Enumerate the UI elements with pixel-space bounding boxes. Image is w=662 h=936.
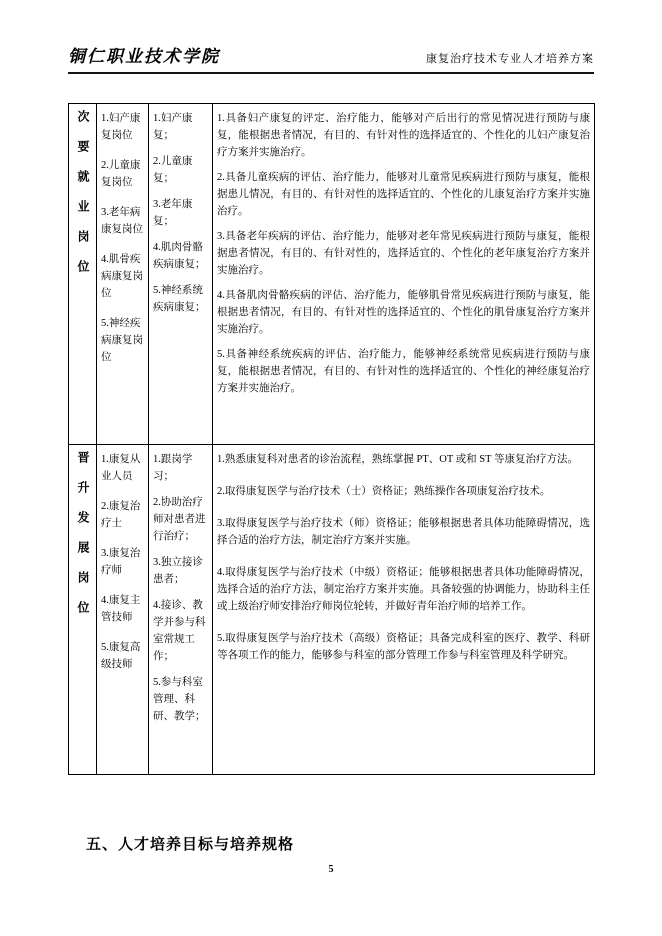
position-item: 5.神经疾病康复岗位 bbox=[101, 318, 143, 363]
table-row-promotion-positions bbox=[69, 445, 595, 775]
scope-item: 5.参与科室管理、科研、教学； bbox=[153, 677, 206, 722]
scope-item: 1.妇产康复； bbox=[153, 113, 193, 141]
scope-item: 3.老年康复； bbox=[153, 199, 193, 227]
scope-item: 1.跟岗学习； bbox=[153, 454, 193, 482]
position-item: 2.儿童康复岗位 bbox=[101, 160, 141, 188]
requirement-paragraph: 4.取得康复医学与治疗技术（中级）资格证；能够根据患者具体功能障碍情况，选择合适的治疗方法，制定治疗方案并实施。具备较强的协调能力，协助科主任或上级治疗师安排治疗师岗位轮转，并做好青年治疗师的培养工作。 bbox=[217, 567, 590, 612]
category-label: 次要就业岗位 bbox=[76, 110, 90, 290]
requirement-paragraph: 2.取得康复医学与治疗技术（士）资格证；熟练操作各项康复治疗技术。 bbox=[217, 486, 551, 497]
table-row-secondary-positions bbox=[69, 104, 595, 445]
category-label: 晋升发展岗位 bbox=[76, 451, 90, 631]
page-header bbox=[68, 42, 594, 74]
category-cell bbox=[69, 445, 97, 775]
requirement-paragraph: 5.取得康复医学与治疗技术（高级）资格证；具备完成科室的医疗、教学、科研等各项工作的能力，能够参与科室的部分管理工作参与科室管理及科学研究。 bbox=[217, 633, 590, 661]
scopes-cell bbox=[149, 104, 213, 445]
requirement-paragraph: 1.具备妇产康复的评定、治疗能力，能够对产后出行的常见情况进行预防与康复，能根据患者情况，有目的、有针对性的选择适宜的、个性化的儿妇产康复治疗方案并实施治疗。 bbox=[217, 113, 590, 158]
requirement-paragraph: 5.具备神经系统疾病的评估、治疗能力，能够神经系统常见疾病进行预防与康复，能根据患者情况，有目的、有针对性的选择适宜的、个性化的神经康复治疗方案并实施治疗。 bbox=[217, 349, 590, 394]
scope-item: 3.独立接诊患者； bbox=[153, 557, 203, 585]
requirement-paragraph: 3.取得康复医学与治疗技术（师）资格证；能够根据患者具体功能障碍情况，选择合适的治疗方法，制定治疗方案并实施。 bbox=[217, 518, 590, 546]
header-school-name: 铜仁职业技术学院 bbox=[68, 47, 220, 66]
position-item: 3.康复治疗师 bbox=[101, 548, 141, 576]
scope-item: 5.神经系统疾病康复； bbox=[153, 285, 206, 313]
scope-item: 4.接诊、教学并参与科室常规工作； bbox=[153, 600, 206, 662]
positions-cell bbox=[97, 445, 149, 775]
requirement-paragraph: 4.具备肌肉骨骼疾病的评估、治疗能力，能够肌骨常见疾病进行预防与康复，能根据患者情况，有目的、有针对性的选择适宜的、个性化的肌骨康复治疗方案并实施治疗。 bbox=[217, 290, 590, 335]
position-item: 4.肌骨疾病康复岗位 bbox=[101, 254, 143, 299]
position-item: 2.康复治疗士 bbox=[101, 501, 141, 529]
requirements-cell bbox=[213, 104, 595, 445]
scope-item: 4.肌肉骨骼疾病康复； bbox=[153, 242, 206, 270]
scopes-cell bbox=[149, 445, 213, 775]
position-item: 3.老年病康复岗位 bbox=[101, 207, 143, 235]
position-item: 5.康复高级技师 bbox=[101, 642, 141, 670]
section-heading: 五、人才培养目标与培养规格 bbox=[86, 837, 295, 853]
positions-cell bbox=[97, 104, 149, 445]
position-item: 1.康复从业人员 bbox=[101, 454, 141, 482]
requirement-paragraph: 3.具备老年疾病的评估、治疗能力，能够对老年常见疾病进行预防与康复，能根据患者情况，有目的、有针对性的，选择适宜的、个性化的老年康复治疗方案并实施治疗。 bbox=[217, 231, 590, 276]
header-doc-title: 康复治疗技术专业人才培养方案 bbox=[426, 53, 594, 65]
requirement-paragraph: 2.具备儿童疾病的评估、治疗能力，能够对儿童常见疾病进行预防与康复，能根据患儿情况，有目的、有针对性的选择适宜的、个性化的儿康复治疗方案并实施治疗。 bbox=[217, 172, 590, 217]
positions-table bbox=[68, 103, 595, 775]
scope-item: 2.儿童康复； bbox=[153, 156, 193, 184]
scope-item: 2.协助治疗师对患者进行治疗； bbox=[153, 497, 206, 542]
category-cell bbox=[69, 104, 97, 445]
page-number: 5 bbox=[328, 864, 334, 875]
requirements-cell bbox=[213, 445, 595, 775]
position-item: 4.康复主管技师 bbox=[101, 595, 141, 623]
position-item: 1.妇产康复岗位 bbox=[101, 113, 141, 141]
requirement-paragraph: 1.熟悉康复科对患者的诊治流程，熟练掌握 PT、OT 或和 ST 等康复治疗方法。 bbox=[217, 454, 578, 465]
